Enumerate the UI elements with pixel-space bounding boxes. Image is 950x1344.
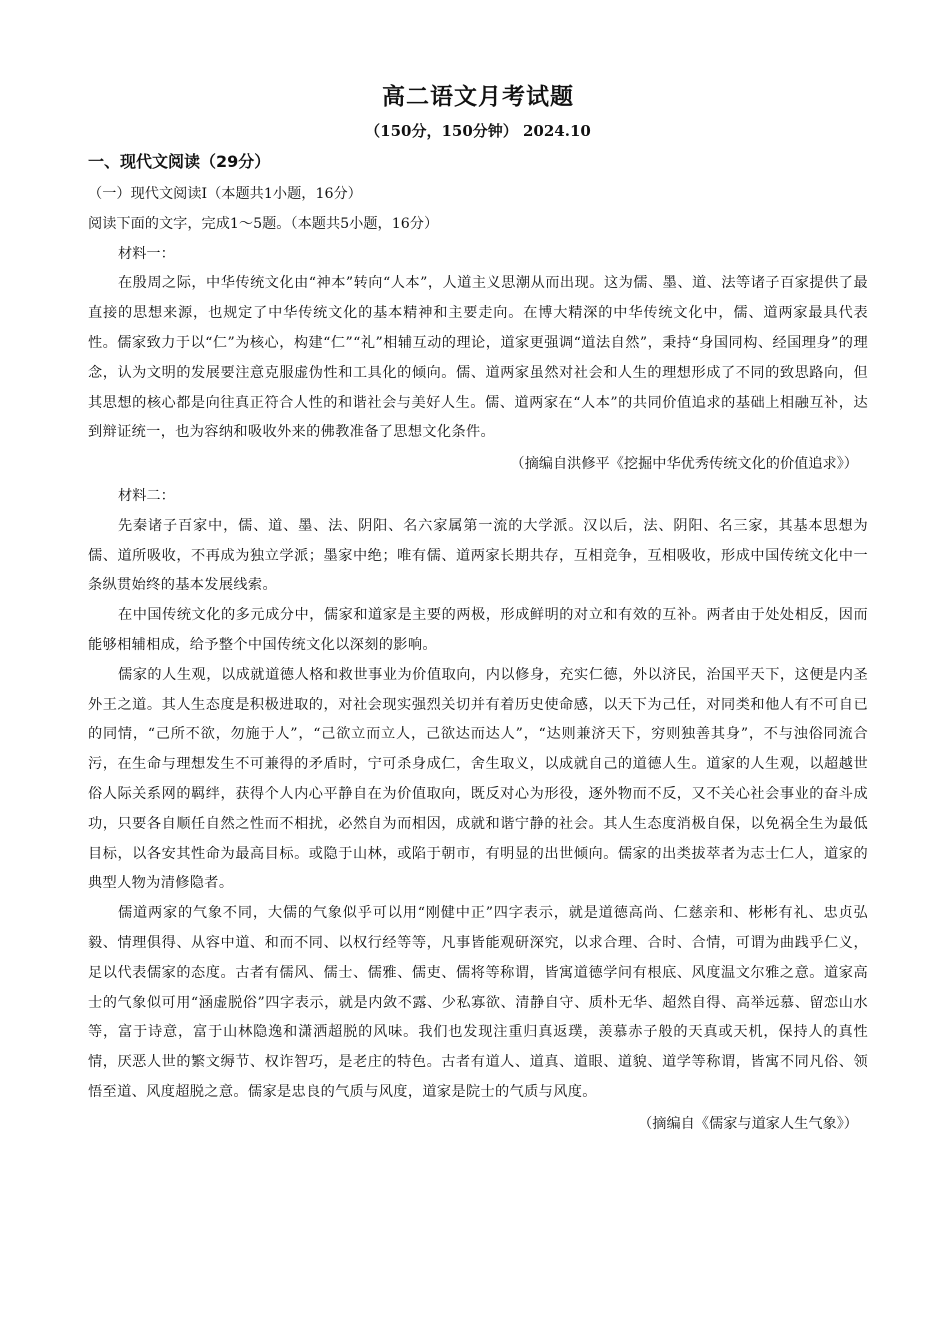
exam-title: 高二语文月考试题 <box>382 84 574 110</box>
exam-page <box>88 82 868 1142</box>
paragraph: 在殷周之际，中华传统文化由“神本”转向“人本”，人道主义思潮从而出现。这为儒、墨、道、法等诸子百家提供了最直接的思想来源，也规定了中华传统文化的基本精神和主要走向。在博大精深的中华传统文化中，儒、道两家最具代表性。儒家致力于以“仁”为核心，构建“仁”“礼”相辅互动的理论，道家更强调“道法自然”，秉持“身国同构、经国理身”的理念，认为文明的发展要注意克服虚伪性和工具化的倾向。儒、道两家虽然对社会和人生的理想形成了不同的致思路向，但其思想的核心都是向往真正符合人性的和谐社会与美好人生。儒、道两家在“人本”的共同价值追求的基础上相融互补，达到辩证统一，也为容纳和吸收外来的佛教准备了思想文化条件。 <box>88 275 868 441</box>
paragraph: 儒家的人生观，以成就道德人格和救世事业为价值取向，内以修身，充实仁德，外以济民，治国平天下，这便是内圣外王之道。其人生态度是积极进取的，对社会现实强烈关切并有着历史使命感，以天下为己任，对同类和他人有不可自已的同情，“己所不欲，勿施于人”，“己欲立而立人，己欲达而达人”，“达则兼济天下，穷则独善其身”，不与浊俗同流合污，在生命与理想发生不可兼得的矛盾时，宁可杀身成仁，舍生取义，以成就自己的道德人生。道家的人生观，以超越世俗人际关系网的羁绊，获得个人内心平静自在为价值取向，既反对心为形役，逐外物而不反，又不关心社会事业的奋斗成功，只要各自顺任自然之性而不相扰，必然自为而相因，成就和谐宁静的社会。其人生态度消极自保，以免祸全生为最低目标，以各安其性命为最高目标。或隐于山林，或陷于朝市，有明显的出世倾向。儒家的出类拔萃者为志士仁人，道家的典型人物为清修隐者。 <box>88 666 868 892</box>
material-two <box>88 482 868 1140</box>
exam-subtitle: （150分，150分钟） 2024.10 <box>365 122 591 140</box>
material-label: 材料一： <box>118 245 175 262</box>
paragraph: 儒道两家的气象不同，大儒的气象似乎可以用“刚健中正”四字表示，就是道德高尚、仁慈亲和、彬彬有礼、忠贞弘毅、情理俱得、从容中道、和而不同、以权行经等等，凡事皆能观研深究，以求合理、合时、合情，可谓为曲践乎仁义，足以代表儒家的态度。古者有儒风、儒士、儒雅、儒吏、儒将等称谓，皆寓道德学问有根底、风度温文尔雅之意。道家高士的气象似可用“涵虚脱俗”四字表示，就是内敛不露、少私寡欲、清静自守、质朴无华、超然自得、高举远慕、留恋山水等，富于诗意，富于山林隐逸和潇洒超脱的风味。我们也发现注重归真返璞，羡慕赤子般的天真或天机，保持人的真性情，厌恶人世的繁文缛节、权诈智巧，是老庄的特色。古者有道人、道真、道眼、道貌、道学等称谓，皆寓不同凡俗、领悟至道、风度超脱之意。儒家是忠良的气质与风度，道家是院士的气质与风度。 <box>88 905 868 1100</box>
reading-instruction: 阅读下面的文字，完成1～5题。（本题共5小题，16分） <box>88 215 439 232</box>
source-citation: （摘编自《儒家与道家人生气象》） <box>638 1115 858 1132</box>
subsection-heading: （一）现代文阅读Ⅰ（本题共1小题，16分） <box>88 186 362 202</box>
paragraph: 在中国传统文化的多元成分中，儒家和道家是主要的两极，形成鲜明的对立和有效的互补。两者由于处处相反，因而能够相辅相成，给予整个中国传统文化以深刻的影响。 <box>88 607 868 653</box>
paragraph: 先秦诸子百家中，儒、道、墨、法、阴阳、名六家属第一流的大学派。汉以后，法、阴阳、名三家，其基本思想为儒、道所吸收，不再成为独立学派；墨家中绝；唯有儒、道两家长期共存，互相竞争，互相吸收，形成中国传统文化中一条纵贯始终的基本发展线索。 <box>88 517 868 594</box>
source-citation: （摘编自洪修平《挖掘中华优秀传统文化的价值追求》） <box>510 456 858 473</box>
material-label: 材料二： <box>118 487 175 504</box>
material-one <box>88 240 868 480</box>
section-heading: 一、现代文阅读（29分） <box>88 152 271 171</box>
